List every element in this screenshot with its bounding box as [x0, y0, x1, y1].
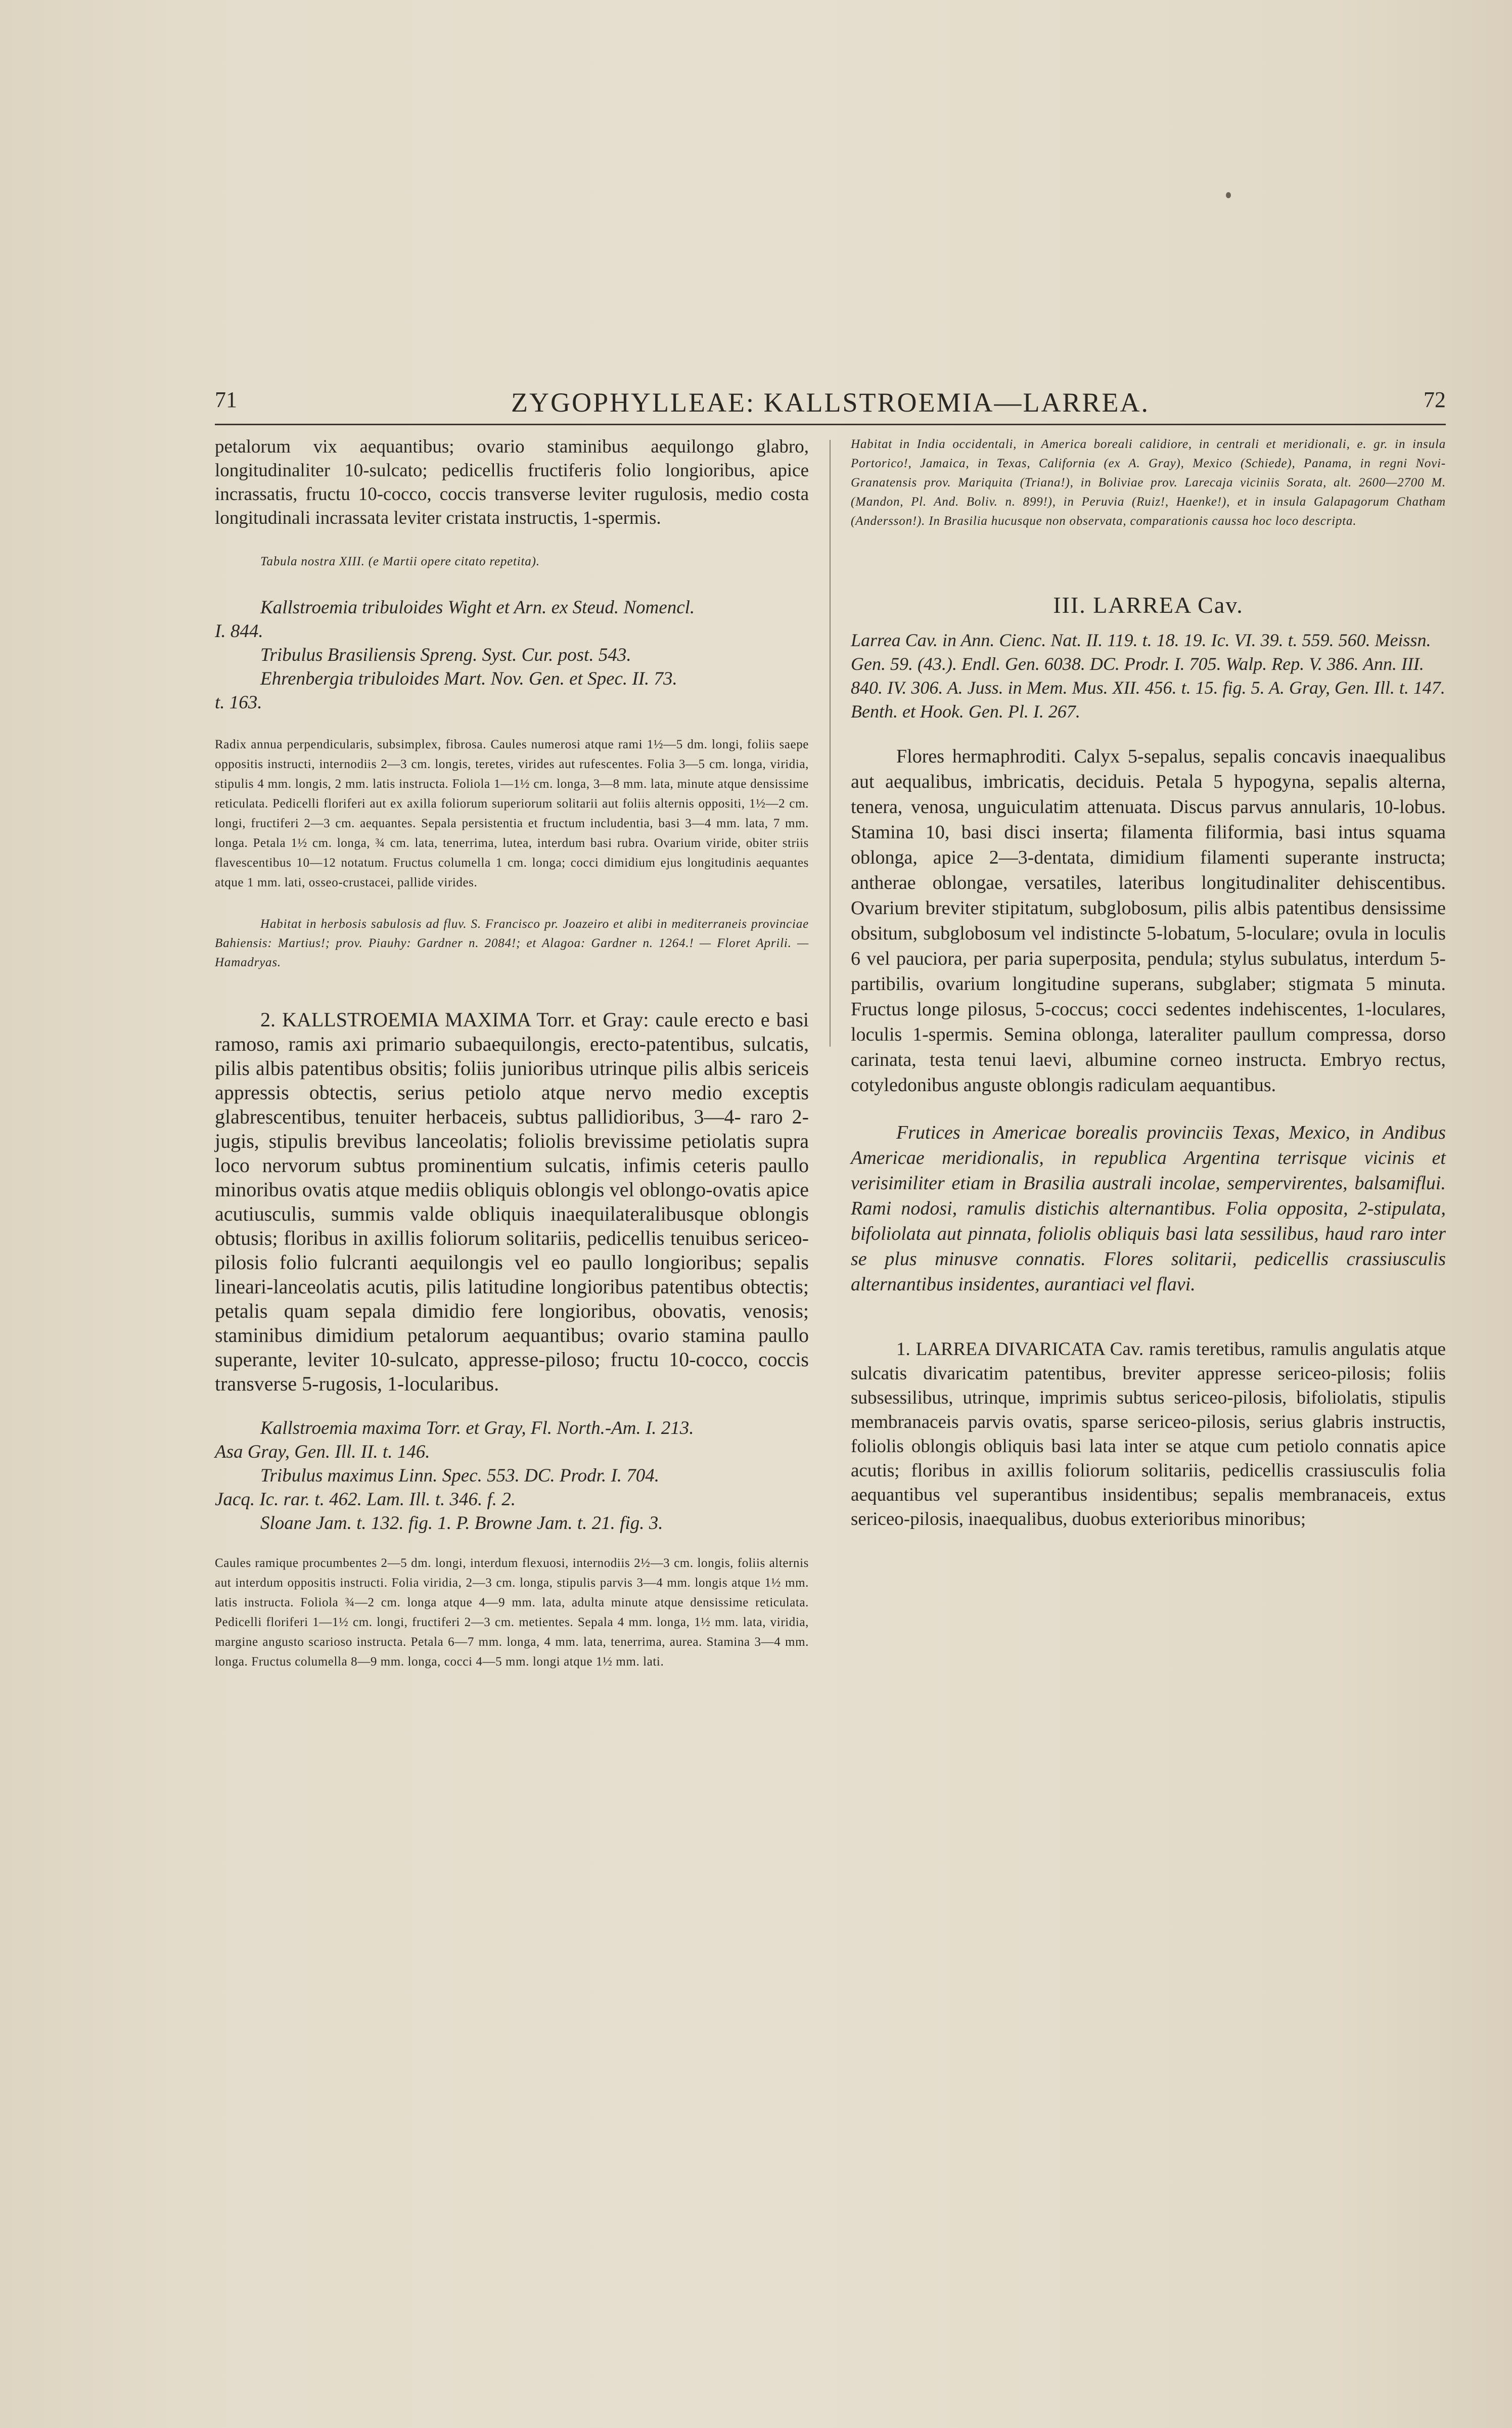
synonym-line: Tribulus Brasiliensis Spreng. Syst. Cur. post. 543. [260, 645, 631, 665]
plate-reference: Tabula nostra XIII. (e Martii opere citato repetita). [260, 555, 540, 568]
paper-speck [1226, 192, 1231, 198]
species-1-description: 1. LARREA DIVARICATA Cav. ramis teretibus, ramulis angulatis atque sulcatis divaricatim patentibus, breviter appresse sericeo-pilosis; foliis subsessilibus, utrinque, imprimis subtus sericeo-pilosis, bifoliolatis, stipulis membranaceis parvis ovatis, sparse sericeo-pilosis, serius glabris instructis, foliolis oblongis obliquis basi lata inter se atque cum petiolo connatis apice acutis; floribus in axillis foliorum solitariis, pedicellis crassiusculis folia aequantibus vel superantibus insidentibus; sepalis membranaceis, extus sericeo-pilosis, inaequalibus, duobus exterioribus minoribus; [851, 1339, 1446, 1530]
genus-description: Flores hermaphroditi. Calyx 5-sepalus, sepalis concavis inaequalibus aut aequalibus, imbricatis, deciduis. Petala 5 hypogyna, sepalis alterna, tenera, venosa, unguiculatim attenuata. Discus parvus annularis, 10-lobus. Stamina 10, basi disci inserta; filamenta filiformia, basi intus squama oblonga, apice 2—3-dentata, dimidium filamenti superante instructa; antherae oblongae, versatiles, lateribus longitudinaliter dehiscentibus. Ovarium breviter stipitatum, subglobosum, pilis albis patentibus densissime obsitum, subglobosum vel indistincte 5-lobatum, 5-loculare; ovula in loculis 6 vel pauciora, per paria superposita, pendula; stylus subulatus, interdum 5-partibilis, ovarium longitudine superans, subglaber; stigmata 5 minuta. Fructus longe pilosus, 5-coccus; cocci sedentes indehiscentes, 1-loculares, loculis 1-spermis. Semina oblonga, lateraliter paullum compressa, dorso carinata, testa tenui laevi, albumine corneo instructa. Embryo rectus, cotyledonibus anguste oblongis radiculam aequantibus. [851, 746, 1446, 1096]
habitat-continuation: Habitat in India occidentali, in America boreali calidiore, in centrali et meridionali, e. gr. in insula Portorico!, Jamaica, in Texas, California (ex A. Gray), Mexico (Schiede), Panama, in regni Novi-Granatensis prov. Mariquita (Triana!), in Boliviae prov. Larecaja viciniis Sorata, alt. 2600—2700 M. (Mandon, Pl. And. Boliv. n. 899!), in Peruvia (Ruiz!, Haenke!), et in insula Galapagorum Chatham (Andersson!). In Brasilia hucusque non observata, comparationis caussa hoc loco descripta. [851, 437, 1446, 528]
running-title: ZYGOPHYLLEAE: KALLSTROEMIA—LARREA. [511, 387, 1150, 418]
genus-habit-note: Frutices in Americae borealis provinciis Texas, Mexico, in Andibus Americae meridionalis, in republica Argentina terrisque vicinis et verisimiliter etiam in Brasilia australi incolae, sempervirentes, balsamiflui. Rami nodosi, ramulis distichis alternantibus. Folia opposita, 2-stipulata, bifoliolata aut pinnata, foliolis obliquis basi lata sessilibus, haud raro inter se plus minusve connatis. Flores solitarii, pedicellis crassiusculis alternantibus insidentes, aurantiaci vel flavi. [851, 1122, 1446, 1295]
header-rule [215, 424, 1446, 425]
synonym-line: I. 844. [215, 621, 263, 642]
detailed-description-1: Radix annua perpendicularis, subsimplex, fibrosa. Caules numerosi atque rami 1½—5 dm. longi, foliis saepe oppositis instructi, internodiis 2—3 cm. longis, teretes, virides aut rufescentes. Folia 3—5 cm. longa, viridia, stipulis 4 mm. longis, 2 mm. latis instructa. Foliola 1—1½ cm. longa, 3—8 mm. lata, minute atque densissime reticulata. Pedicelli floriferi aut ex axilla foliorum superiorum solitarii aut foliis alternis oppositi, 1½—2 cm. longi, fructiferi 2—3 cm. aequantes. Sepala persistentia et fructum includentia, basi 3—4 mm. lata, 7 mm. longa. Petala 1½ cm. longa, ¾ cm. lata, tenerrima, lutea, interdum basi rubra. Ovarium viride, obiter striis flavescentibus 10—12 notatum. Fructus columella 1 cm. longa; cocci dimidium ejus longitudinis aequantes atque 1 mm. lati, osseo-crustacei, pallide virides. [215, 738, 809, 889]
description-continuation: petalorum vix aequantibus; ovario staminibus aequilongo glabro, longitudinaliter 10-sulcato; pedicellis fructiferis folio longioribus, apice incrassatis, fructu 10-cocco, coccis transverse leviter rugulosis, medio costa longitudinali incrassata leviter cristata instructis, 1-spermis. [215, 436, 809, 528]
genus-references: Larrea Cav. in Ann. Cienc. Nat. II. 119. t. 18. 19. Ic. VI. 39. t. 559. 560. Meissn. Gen. 59. (43.). Endl. Gen. 6038. DC. Prodr. I. 705. Walp. Rep. V. 386. Ann. III. 840. IV. 306. A. Juss. in Mem. Mus. XII. 456. t. 15. fig. 5. A. Gray, Gen. Ill. t. 147. Benth. et Hook. Gen. Pl. I. 267. [851, 630, 1445, 722]
species-2-description: 2. KALLSTROEMIA MAXIMA Torr. et Gray: caule erecto e basi ramoso, ramis axi primario subaequilongis, erecto-patentibus, sulcatis, pilis albis patentibus obsitis; foliis junioribus utrinque pilis albis sericeis appressis obtectis, serius petiolo atque nervo medio exceptis glabrescentibus, tenuiter herbaceis, subtus pallidioribus, 3—4- raro 2-jugis, stipulis brevibus lanceolatis; foliolis brevissime petiolatis supra loco nervorum subtus prominentium sulcatis, infimis ceteris paullo minoribus ovatis atque mediis obliquis oblongis vel oblongo-ovatis apice acutiusculis, summis valde obliquis inaequilateralibusque oblongis obtusis; floribus in axillis foliorum solitariis, pedicellis tenuibus sericeo-pilosis folio fulcranti aequilongis vel eo paullo longioribus; sepalis lineari-lanceolatis acutis, pilis latitudine longioribus patentibus obtectis; petalis quam sepala dimidio fere longioribus, obovatis, venosis; staminibus dimidium petalorum aequantibus; ovario stamina paullo superante, leviter 10-sulcato, appresse-piloso; fructu 10-cocco, coccis transverse 5-rugosis, 1-locularibus. [215, 1008, 809, 1395]
right-column [851, 435, 1446, 1532]
synonym-line: Tribulus maximus Linn. Spec. 553. DC. Prodr. I. 704. [260, 1465, 660, 1486]
column-divider [830, 440, 831, 1047]
genus-heading: III. LARREA Cav. [1053, 592, 1244, 618]
left-column [215, 435, 809, 1672]
synonymy-block-2 [215, 1416, 809, 1535]
right-page-number: 72 [1424, 387, 1446, 412]
synonym-line: t. 163. [215, 692, 262, 713]
habitat-1: Habitat in herbosis sabulosis ad fluv. S. Francisco pr. Joazeiro et alibi in mediterraneis provinciae Bahiensis: Martius!; prov. Piauhy: Gardner n. 2084!; et Alagoa: Gardner n. 1264.! — Floret Aprili. — Hamadryas. [215, 917, 809, 969]
synonym-line: Kallstroemia tribuloides Wight et Arn. ex Steud. Nomencl. [260, 597, 695, 618]
synonym-line: Kallstroemia maxima Torr. et Gray, Fl. North.-Am. I. 213. [260, 1418, 694, 1438]
synonym-line: Asa Gray, Gen. Ill. II. t. 146. [215, 1442, 430, 1462]
detailed-description-2: Caules ramique procumbentes 2—5 dm. longi, interdum flexuosi, internodiis 2½—3 cm. longis, foliis alternis aut interdum oppositis instructi. Folia viridia, 2—3 cm. longa, stipulis parvis 3—4 mm. longis atque 1½ mm. latis instructa. Foliola ¾—2 cm. longa atque 4—9 mm. lata, adulta minute atque densissime reticulata. Pedicelli floriferi 1—1½ cm. longi, fructiferi 2—3 cm. metientes. Sepala 4 mm. longa, 1½ mm. lata, viridia, margine angusto scarioso instructa. Petala 6—7 mm. longa, 4 mm. lata, tenerrima, aurea. Stamina 3—4 mm. longa. Fructus columella 8—9 mm. longa, cocci 4—5 mm. longi atque 1½ mm. lati. [215, 1556, 809, 1669]
page-header [215, 387, 1446, 417]
left-page-number: 71 [215, 387, 237, 412]
synonym-line: Sloane Jam. t. 132. fig. 1. P. Browne Jam. t. 21. fig. 3. [260, 1513, 663, 1534]
synonymy-block-1 [215, 596, 809, 714]
synonym-line: Jacq. Ic. rar. t. 462. Lam. Ill. t. 346. f. 2. [215, 1489, 516, 1510]
synonym-line: Ehrenbergia tribuloides Mart. Nov. Gen. et Spec. II. 73. [260, 668, 677, 689]
